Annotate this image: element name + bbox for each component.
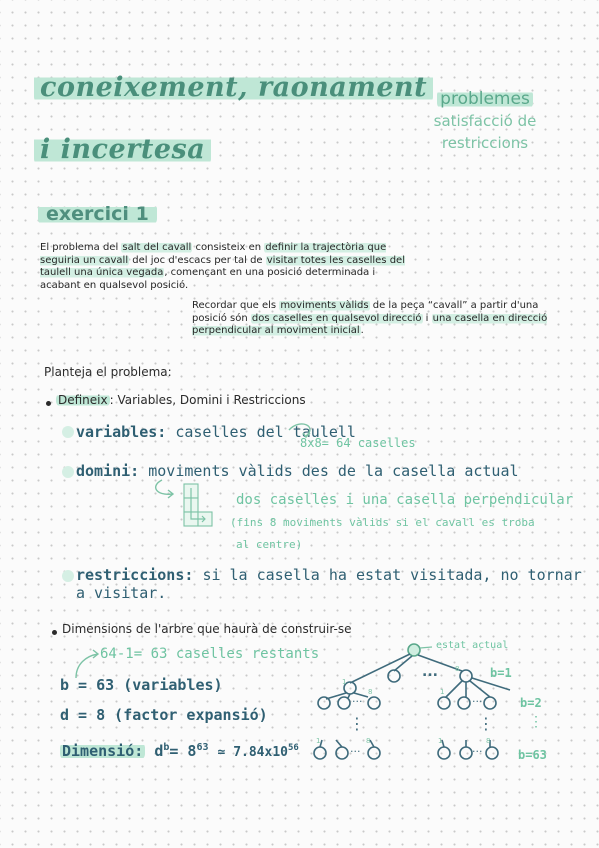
p2-segment: Recordar que els xyxy=(192,300,280,311)
p2-segment: . xyxy=(360,325,364,336)
tree-node-l3-d xyxy=(438,747,450,759)
variables-text: caselles del taulell xyxy=(175,423,356,441)
p2-segment: una casella en direcció perpendicular al moviment inicial xyxy=(192,312,548,336)
d-line: d = 8 (factor expansió) xyxy=(60,706,268,724)
p1-segment: visitar totes les caselles del taulell una única vegada xyxy=(40,254,405,278)
restants-note: 64-1= 63 caselles restants xyxy=(100,646,320,662)
restriccions-label: restriccions: xyxy=(76,566,194,584)
node-label-3: 1 xyxy=(440,688,445,696)
tree-vdots-left: ⋮ xyxy=(349,714,365,733)
exercise-heading-text: exercici 1 xyxy=(38,203,157,225)
estat-actual-label: estat actual xyxy=(436,640,509,651)
title-line2-text: i incertesa xyxy=(34,134,211,165)
tree-node-l3-c xyxy=(368,747,380,759)
tree-node-l2-f xyxy=(484,697,496,709)
tree-node-l3-b xyxy=(336,747,348,759)
dimensio-label: Dimensió: xyxy=(62,742,144,760)
tree-ellipsis-top: ... xyxy=(422,664,438,680)
node-label-7: 1 xyxy=(438,737,443,745)
tree-node-l3-a xyxy=(314,747,326,759)
domini-note-1: dos caselles i una casella perpendicular xyxy=(236,492,574,508)
p1-segment: definir la trajectòria que seguiria un cavall xyxy=(40,242,387,266)
dim-eq: = 8 xyxy=(169,742,197,760)
domini-label: domini: xyxy=(76,462,140,480)
dim-approx: ≃ 7.84x10 xyxy=(217,745,288,760)
tree-ellipsis-mid-right: ... xyxy=(472,692,483,705)
subject-line2: satisfacció de xyxy=(433,112,537,130)
b2-label: b=2 xyxy=(520,696,542,710)
b-line: b = 63 (variables) xyxy=(60,676,223,694)
knight-move-icon xyxy=(184,484,212,526)
domini-note-2: (fins 8 moviments vàlids si el cavall es troba xyxy=(230,516,535,529)
variables-arrow-icon xyxy=(289,424,310,436)
tree-node-l1-c xyxy=(460,670,472,682)
tree-node-l2-d xyxy=(438,697,450,709)
node-label-2: 8 xyxy=(368,688,373,696)
tree-vdots-right: ⋮ xyxy=(478,714,494,733)
dim-sup-b: b xyxy=(163,742,170,753)
restriccions-text: si la casella ha estat visitada, no tornar a visitar. xyxy=(76,566,582,602)
domini-text: moviments vàlids des de la casella actual xyxy=(148,462,519,480)
restants-arrow-icon xyxy=(76,654,98,678)
tree-ellipsis-mid-left: ... xyxy=(352,692,363,705)
node-label-4: 8 xyxy=(455,665,460,673)
b1-label: b=1 xyxy=(490,666,512,680)
tree-node-l3-f xyxy=(486,747,498,759)
tree-node-l3-e xyxy=(460,747,472,759)
node-label-1: 1 xyxy=(342,678,347,686)
tree-node-l2-a xyxy=(318,697,330,709)
p2-segment: moviments vàlids xyxy=(280,300,369,311)
plan-intro: Planteja el problema: xyxy=(44,365,172,379)
domini-note-3: al centre) xyxy=(236,538,303,551)
defineix-rest: : Variables, Domini i Restriccions xyxy=(109,393,306,407)
p2-segment: dos caselles en qualsevol direcció xyxy=(251,312,422,324)
subject-line1: problemes xyxy=(437,89,533,109)
title-line1-text: coneixement, raonament xyxy=(34,72,433,103)
variables-note: 8x8= 64 caselles xyxy=(300,436,416,450)
dim-d: d xyxy=(154,742,164,760)
tree-node-l1-b xyxy=(388,670,400,682)
node-label-8: 8 xyxy=(486,737,491,745)
variables-label: variables: xyxy=(76,423,167,441)
node-label-5: 1 xyxy=(316,737,321,745)
tree-ellipsis-bottom-left: ... xyxy=(350,742,361,755)
p1-segment: El problema del xyxy=(40,242,122,253)
defineix-label: Defineix xyxy=(58,393,108,407)
tree-node-l2-c xyxy=(368,697,380,709)
tree-ellipsis-bottom-right: ... xyxy=(472,742,483,755)
p1-segment: consisteix en xyxy=(192,242,265,253)
b63-label: b=63 xyxy=(518,748,547,762)
p1-segment: , començant en una posició determinada i acabant en qualsevol posició. xyxy=(40,267,376,291)
p2-segment: de la peça “cavall” a partir d'una posició són xyxy=(192,300,539,324)
p1-segment: del joc d'escacs per tal de xyxy=(129,254,266,266)
dim-sup-63: 63 xyxy=(196,742,209,753)
tree-node-l2-e xyxy=(458,697,470,709)
dim-sup-56: 56 xyxy=(288,743,299,753)
node-label-6: 8 xyxy=(366,737,371,745)
p1-segment: salt del cavall xyxy=(122,242,192,253)
tree-intro: Dimensions de l'arbre que haurà de construir-se xyxy=(62,622,352,636)
tree-node-l2-b xyxy=(338,697,350,709)
subject-line3: restriccions xyxy=(441,134,529,152)
b-vdots: ⋮ xyxy=(529,714,543,730)
p2-segment: i xyxy=(422,312,432,324)
